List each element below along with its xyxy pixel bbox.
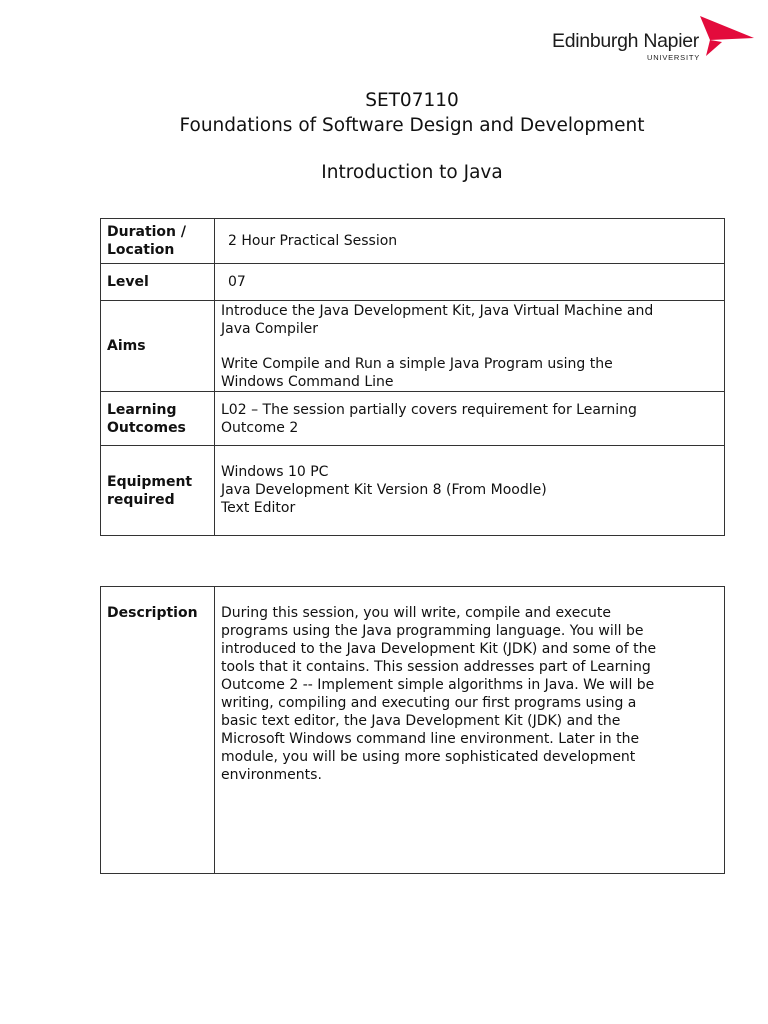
description-line: introduced to the Java Development Kit (JDK) and some of the <box>221 641 657 657</box>
description-text <box>215 587 725 874</box>
description-line: Outcome 2 -- Implement simple algorithms in Java. We will be <box>221 677 655 693</box>
level-value: 07 <box>215 264 725 301</box>
equipment-label-line: Equipment <box>107 473 193 490</box>
course-code: SET07110 <box>365 90 459 111</box>
description-line: programs using the Java programming language. You will be <box>221 623 644 639</box>
duration-row <box>101 219 725 264</box>
aims-label: Aims <box>101 301 215 392</box>
learning-outcomes-value <box>215 392 725 446</box>
description-line: Microsoft Windows command line environment. Later in the <box>221 731 640 747</box>
description-label: Description <box>101 587 215 874</box>
equipment-row <box>101 446 725 536</box>
level-row <box>101 264 725 301</box>
aims-row <box>101 301 725 392</box>
duration-label-line: Duration / <box>107 224 187 240</box>
aims-line: Write Compile and Run a simple Java Program using the <box>221 355 613 372</box>
learning-outcomes-label-line: Learning <box>107 401 177 418</box>
equipment-item: Java Development Kit Version 8 (From Moodle) <box>221 482 547 498</box>
description-line: basic text editor, the Java Development Kit (JDK) and the <box>221 713 621 729</box>
description-table <box>100 586 725 874</box>
description-line: module, you will be using more sophisticated development <box>221 749 636 765</box>
equipment-item: Windows 10 PC <box>221 464 329 480</box>
napier-arrow-icon <box>698 14 756 56</box>
learning-outcomes-row <box>101 392 725 446</box>
duration-label-line: Location <box>107 242 175 258</box>
equipment-label-line: required <box>107 491 175 508</box>
aims-line: Java Compiler <box>221 320 319 337</box>
course-title: Foundations of Software Design and Development <box>179 115 645 136</box>
description-row <box>101 587 725 874</box>
learning-outcomes-line: L02 – The session partially covers requirement for Learning <box>221 401 637 418</box>
aims-line: Introduce the Java Development Kit, Java Virtual Machine and <box>221 302 654 319</box>
description-line: tools that it contains. This session addresses part of Learning <box>221 659 651 675</box>
duration-label <box>101 219 215 264</box>
level-label: Level <box>101 264 215 301</box>
duration-value: 2 Hour Practical Session <box>215 219 725 264</box>
description-line: writing, compiling and executing our first programs using a <box>221 695 637 711</box>
aims-line: Windows Command Line <box>221 373 394 390</box>
equipment-item: Text Editor <box>221 500 296 516</box>
description-line: During this session, you will write, compile and execute <box>221 605 611 621</box>
logo-name: Edinburgh Napier <box>552 30 699 52</box>
logo-university: UNIVERSITY <box>647 53 701 62</box>
title-block <box>100 88 724 185</box>
aims-value <box>215 301 725 392</box>
learning-outcomes-label-line: Outcomes <box>107 419 186 436</box>
learning-outcomes-label <box>101 392 215 446</box>
learning-outcomes-line: Outcome 2 <box>221 419 299 436</box>
university-logo <box>552 14 757 64</box>
session-details-table <box>100 218 725 536</box>
session-title: Introduction to Java <box>321 162 503 183</box>
equipment-value <box>215 446 725 536</box>
equipment-label <box>101 446 215 536</box>
description-line: environments. <box>221 767 322 783</box>
